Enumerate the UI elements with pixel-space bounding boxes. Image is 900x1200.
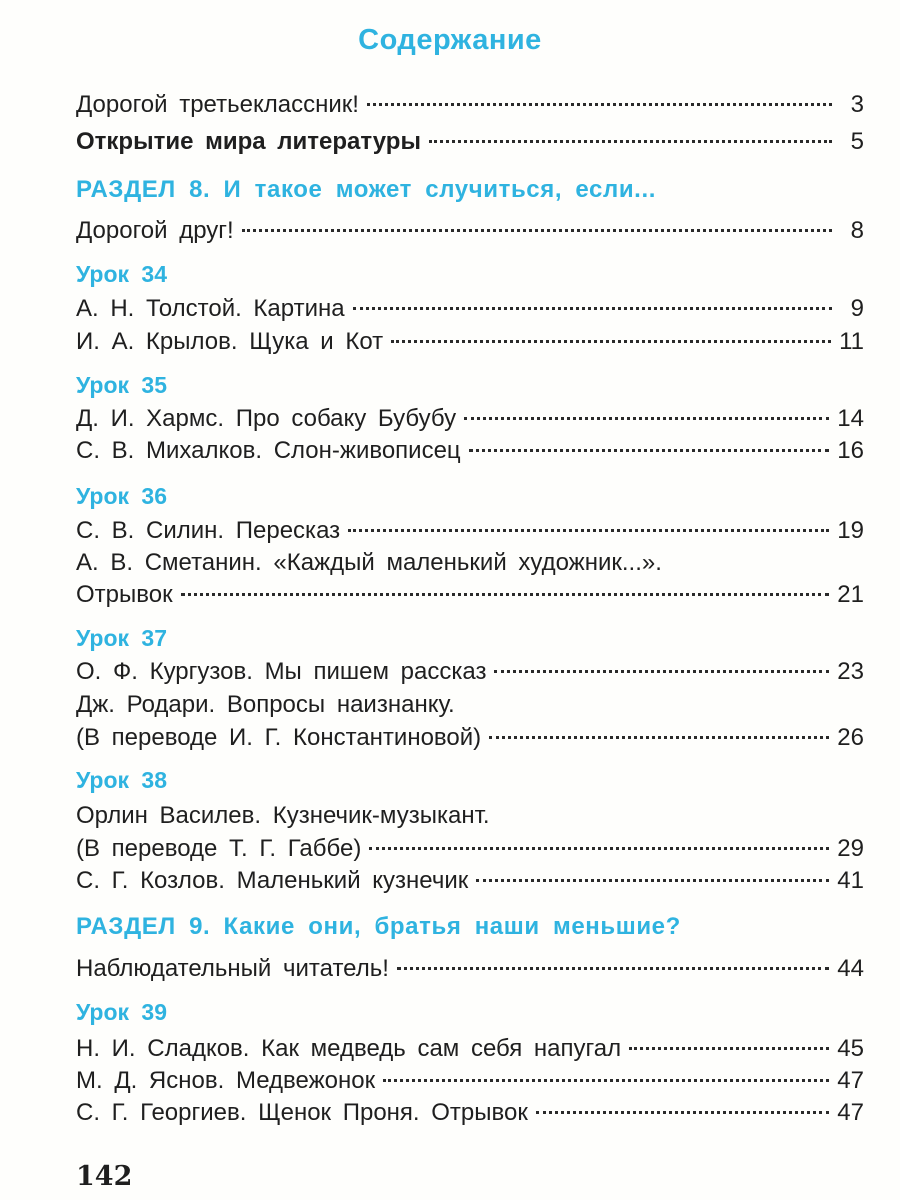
entry-page: 19 — [837, 517, 864, 544]
entry-text: Отрывок — [76, 581, 173, 608]
entry-text: А. В. Сметанин. «Каждый маленький художник...». — [76, 549, 662, 576]
toc-entry-line[interactable] — [76, 690, 864, 720]
entry-text: С. В. Силин. Пересказ — [76, 517, 341, 544]
toc-entry[interactable] — [76, 294, 864, 324]
leader-dots — [367, 103, 832, 106]
entry-text: Орлин Василев. Кузнечик-музыкант. — [76, 802, 490, 829]
toc-entry[interactable] — [76, 127, 864, 157]
lesson-heading: Урок 37 — [76, 625, 168, 651]
leader-dots — [391, 340, 831, 343]
entry-page: 29 — [837, 835, 864, 862]
entry-text: Дж. Родари. Вопросы наизнанку. — [76, 691, 455, 718]
entry-page: 11 — [839, 328, 864, 355]
entry-page: 9 — [850, 295, 864, 322]
entry-page: 41 — [837, 867, 864, 894]
toc-entry[interactable] — [76, 216, 864, 246]
leader-dots — [629, 1047, 829, 1050]
leader-dots — [464, 417, 829, 420]
entry-text: С. Г. Козлов. Маленький кузнечик — [76, 867, 469, 894]
entry-text: (В переводе И. Г. Константиновой) — [76, 724, 482, 751]
toc-entry[interactable] — [76, 866, 864, 896]
lesson-heading: Урок 36 — [76, 483, 168, 509]
entry-page: 23 — [837, 658, 864, 685]
lesson-heading: Урок 38 — [76, 767, 168, 793]
entry-text: М. Д. Яснов. Медвежонок — [76, 1067, 376, 1094]
entry-text: И. А. Крылов. Щука и Кот — [76, 328, 384, 355]
entry-page: 47 — [837, 1067, 864, 1094]
leader-dots — [383, 1079, 829, 1082]
entry-text: Дорогой третьеклассник! — [76, 91, 359, 118]
lesson-heading: Урок 34 — [76, 261, 168, 287]
entry-text: Д. И. Хармс. Про собаку Бубубу — [76, 405, 457, 432]
toc-entry[interactable] — [76, 327, 864, 357]
toc-entry-line[interactable] — [76, 801, 864, 831]
entry-page: 44 — [837, 955, 864, 982]
entry-text: О. Ф. Кургузов. Мы пишем рассказ — [76, 658, 487, 685]
leader-dots — [494, 670, 829, 673]
leader-dots — [242, 229, 832, 232]
entry-text: (В переводе Т. Г. Габбе) — [76, 835, 362, 862]
toc-entry[interactable] — [76, 657, 864, 687]
entry-page: 3 — [850, 91, 864, 118]
leader-dots — [536, 1111, 829, 1114]
entry-page: 45 — [837, 1035, 864, 1062]
entry-text: С. Г. Георгиев. Щенок Проня. Отрывок — [76, 1099, 528, 1126]
entry-text: Дорогой друг! — [76, 217, 234, 244]
entry-text: С. В. Михалков. Слон-живописец — [76, 437, 461, 464]
entry-page: 5 — [850, 128, 864, 155]
page-number: 142 — [76, 1161, 133, 1192]
toc-entry[interactable] — [76, 1098, 864, 1128]
entry-page: 8 — [850, 217, 864, 244]
entry-page: 47 — [837, 1099, 864, 1126]
leader-dots — [369, 847, 829, 850]
leader-dots — [348, 529, 829, 532]
entry-text: Наблюдательный читатель! — [76, 955, 389, 982]
toc-entry[interactable] — [76, 516, 864, 546]
toc-entry[interactable] — [76, 90, 864, 120]
leader-dots — [353, 307, 832, 310]
leader-dots — [429, 140, 832, 143]
entry-page: 26 — [837, 724, 864, 751]
entry-page: 16 — [837, 437, 864, 464]
lesson-heading: Урок 39 — [76, 999, 168, 1025]
toc-entry-line[interactable] — [76, 548, 864, 578]
entry-text: А. Н. Толстой. Картина — [76, 295, 345, 322]
lesson-heading: Урок 35 — [76, 372, 168, 398]
toc-entry[interactable] — [76, 954, 864, 984]
page-title: Содержание — [358, 24, 542, 56]
leader-dots — [469, 449, 830, 452]
leader-dots — [181, 593, 830, 596]
leader-dots — [476, 879, 829, 882]
entry-text: Н. И. Сладков. Как медведь сам себя напугал — [76, 1035, 622, 1062]
toc-entry[interactable] — [76, 404, 864, 434]
toc-entry[interactable] — [76, 580, 864, 610]
toc-entry[interactable] — [76, 1034, 864, 1064]
section-heading[interactable]: РАЗДЕЛ 8. И такое может случиться, если... — [76, 176, 656, 203]
leader-dots — [489, 736, 829, 739]
entry-text: Открытие мира литературы — [76, 128, 421, 155]
toc-entry[interactable] — [76, 723, 864, 753]
leader-dots — [397, 967, 829, 970]
section-heading[interactable]: РАЗДЕЛ 9. Какие они, братья наши меньшие? — [76, 913, 681, 940]
toc-entry[interactable] — [76, 1066, 864, 1096]
toc-entry[interactable] — [76, 436, 864, 466]
toc-entry[interactable] — [76, 834, 864, 864]
entry-page: 21 — [837, 581, 864, 608]
entry-page: 14 — [837, 405, 864, 432]
